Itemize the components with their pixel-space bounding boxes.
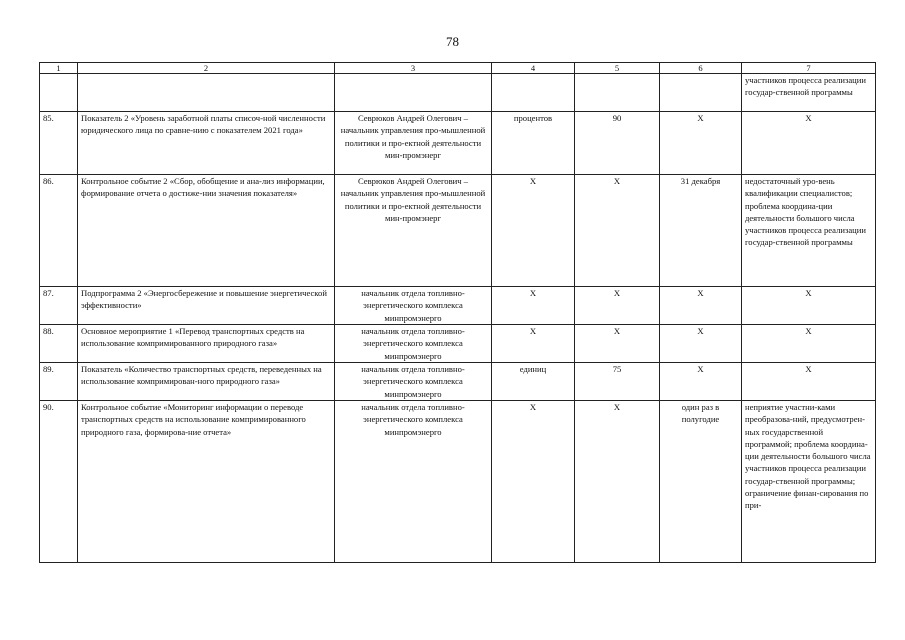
row-risk: X [742,325,876,363]
row-value: X [575,401,660,563]
row-term: один раз в полугодие [660,401,742,563]
table-row [40,325,876,363]
row-risk: X [742,112,876,175]
row-responsible: Севрюков Андрей Олегович – начальник управления про-мышленной политики и про-ектной деятельности мин-промэнерг [335,112,492,175]
row-number: 87. [40,287,78,325]
row-number: 86. [40,175,78,287]
row-term: 31 декабря [660,175,742,287]
row-responsible: Севрюков Андрей Олегович – начальник управления про-мышленной политики и про-ектной деятельности мин-промэнерг [335,175,492,287]
row-number: 90. [40,401,78,563]
table-row [40,112,876,175]
row-unit: единиц [492,363,575,401]
row-name: Показатель 2 «Уровень заработной платы списоч-ной численности юридического лица по сравне-нию с показателем 2021 года» [78,112,335,175]
column-number: 3 [335,63,492,74]
row-value: 75 [575,363,660,401]
row-value: X [575,175,660,287]
row-unit: X [492,325,575,363]
row-unit [492,74,575,112]
row-term [660,74,742,112]
row-term: X [660,112,742,175]
row-number [40,74,78,112]
column-number: 2 [78,63,335,74]
row-value [575,74,660,112]
table-row [40,363,876,401]
row-unit: X [492,287,575,325]
row-name: Основное мероприятие 1 «Перевод транспортных средств на использование компримированного природного газа» [78,325,335,363]
table-row [40,401,876,563]
row-name: Контрольное событие «Мониторинг информации о переводе транспортных средств на использование компримированного природного газа, формирова-ние отчета» [78,401,335,563]
row-term: X [660,325,742,363]
row-responsible: начальник отдела топливно-энергетического комплекса минпромэнерго [335,287,492,325]
row-name: Подпрограмма 2 «Энергосбережение и повышение энергетической эффективности» [78,287,335,325]
row-responsible: начальник отдела топливно-энергетического комплекса минпромэнерго [335,363,492,401]
table-row [40,287,876,325]
row-value: 90 [575,112,660,175]
row-responsible: начальник отдела топливно-энергетического комплекса минпромэнерго [335,401,492,563]
row-term: X [660,287,742,325]
table-row [40,175,876,287]
row-risk: участников процесса реализации государ-ственной программы [742,74,876,112]
row-name: Контрольное событие 2 «Сбор, обобщение и ана-лиз информации, формирование отчета о достиже-нии значения показателя» [78,175,335,287]
row-name: Показатель «Количество транспортных средств, переведенных на использование компримирован-ного природного газа» [78,363,335,401]
row-value: X [575,325,660,363]
row-responsible: начальник отдела топливно-энергетического комплекса минпромэнерго [335,325,492,363]
program-table [39,62,876,563]
row-unit: X [492,175,575,287]
row-risk: X [742,363,876,401]
column-number: 4 [492,63,575,74]
page-number: 78 [446,34,459,49]
row-number: 89. [40,363,78,401]
row-unit: X [492,401,575,563]
row-value: X [575,287,660,325]
row-responsible [335,74,492,112]
row-number: 85. [40,112,78,175]
row-name [78,74,335,112]
column-number: 6 [660,63,742,74]
column-number: 7 [742,63,876,74]
column-numbers-row [40,63,876,74]
table-row [40,74,876,112]
column-number: 5 [575,63,660,74]
row-risk: недостаточный уро-вень квалификации специалистов; проблема координа-ции деятельности большого числа участников процесса реализации государ-ственной программы [742,175,876,287]
row-risk: X [742,287,876,325]
row-term: X [660,363,742,401]
row-number: 88. [40,325,78,363]
row-unit: процентов [492,112,575,175]
row-risk: неприятие участни-ками преобразова-ний, предусмотрен-ных государственной программой; проблема координа-ции деятельности большого числа участников процесса реализации государ-ственной программы; ограничение финан-сирования по при- [742,401,876,563]
column-number: 1 [40,63,78,74]
